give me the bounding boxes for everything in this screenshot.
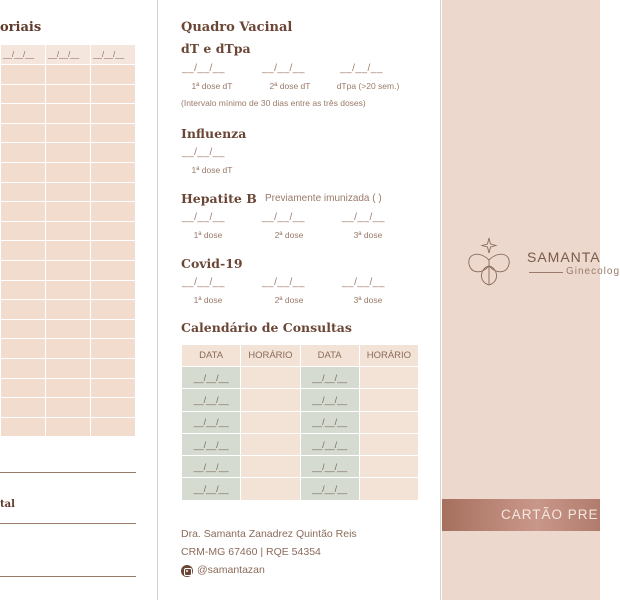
date-blank: __/__/__ xyxy=(182,212,225,223)
date-cell: __/__/__ xyxy=(300,367,359,389)
date-cell: __/__/__ xyxy=(182,411,241,433)
dose-label: 1ª dose dT xyxy=(191,81,233,91)
time-cell xyxy=(241,433,300,455)
left-header-cell: __/__/__ xyxy=(46,45,91,65)
left-record-table xyxy=(0,44,136,437)
date-blank: __/__/__ xyxy=(182,277,225,288)
date-cell: __/__/__ xyxy=(300,411,359,433)
date-cell: __/__/__ xyxy=(300,478,359,500)
doctor-registration: CRM-MG 67460 | RQE 54354 xyxy=(181,546,321,558)
left-write-line xyxy=(0,576,136,577)
left-section-title: oriais xyxy=(0,20,42,35)
date-blank: __/__/__ xyxy=(182,147,225,158)
table-row xyxy=(182,433,419,455)
consultas-title: Calendário de Consultas xyxy=(181,320,352,335)
vaccine-chart-title: Quadro Vacinal xyxy=(181,20,293,35)
time-cell xyxy=(359,411,418,433)
banner-title: CARTÃO PRE xyxy=(501,507,599,522)
date-cell: __/__/__ xyxy=(300,389,359,411)
col-header-time: HORÁRIO xyxy=(359,345,418,367)
time-cell xyxy=(359,433,418,455)
hepatite-title: Hepatite B xyxy=(181,191,257,206)
left-section-label: tal xyxy=(0,499,15,510)
interval-note: (Intervalo mínimo de 30 dias entre as três doses) xyxy=(181,98,366,108)
dose-label: 1ª dose dT xyxy=(191,165,233,175)
dose-label: 2ª dose dT xyxy=(269,81,311,91)
date-blank: __/__/__ xyxy=(342,212,385,223)
date-cell: __/__/__ xyxy=(182,478,241,500)
table-row xyxy=(182,456,419,478)
covid-title: Covid-19 xyxy=(181,256,243,271)
date-blank: __/__/__ xyxy=(342,277,385,288)
time-cell xyxy=(241,478,300,500)
table-row xyxy=(182,478,419,500)
influenza-title: Influenza xyxy=(181,126,247,141)
previously-immunized: Previamente imunizada ( ) xyxy=(265,193,382,204)
time-cell xyxy=(359,389,418,411)
time-cell xyxy=(359,367,418,389)
time-cell xyxy=(241,456,300,478)
left-write-line xyxy=(0,472,136,473)
date-blank: __/__/__ xyxy=(262,277,305,288)
col-header-date: DATA xyxy=(300,345,359,367)
dose-label: 2ª dose xyxy=(274,295,304,305)
left-header-cell: __/__/__ xyxy=(1,45,46,65)
left-write-line xyxy=(0,523,136,524)
time-cell xyxy=(241,367,300,389)
dose-label: 3ª dose xyxy=(353,295,383,305)
table-row xyxy=(182,367,419,389)
dose-label: 1ª dose xyxy=(193,230,223,240)
time-cell xyxy=(359,456,418,478)
brand-name: SAMANTA xyxy=(527,249,601,265)
date-cell: __/__/__ xyxy=(182,433,241,455)
brand-subtitle: Ginecolog xyxy=(566,266,620,277)
date-blank: __/__/__ xyxy=(262,63,305,74)
date-cell: __/__/__ xyxy=(300,456,359,478)
table-row xyxy=(182,411,419,433)
dose-label: 3ª dose xyxy=(353,230,383,240)
brand-divider xyxy=(529,272,563,273)
dose-label: 2ª dose xyxy=(274,230,304,240)
date-cell: __/__/__ xyxy=(300,433,359,455)
date-cell: __/__/__ xyxy=(182,367,241,389)
instagram-icon xyxy=(181,565,193,577)
doctor-name: Dra. Samanta Zanadrez Quintão Reis xyxy=(181,528,357,540)
dt-section-title: dT e dTpa xyxy=(181,41,251,56)
time-cell xyxy=(359,478,418,500)
instagram-handle: @samantazan xyxy=(197,564,265,576)
left-header-cell: __/__/__ xyxy=(91,45,136,65)
consultas-table xyxy=(181,344,419,501)
col-header-time: HORÁRIO xyxy=(241,345,300,367)
date-blank: __/__/__ xyxy=(262,212,305,223)
dose-label: 1ª dose xyxy=(193,295,223,305)
brand-logo-icon xyxy=(464,230,514,290)
col-header-date: DATA xyxy=(182,345,241,367)
time-cell xyxy=(241,411,300,433)
date-blank: __/__/__ xyxy=(340,63,383,74)
date-blank: __/__/__ xyxy=(182,63,225,74)
table-row xyxy=(182,389,419,411)
dose-label: dTpa (>20 sem.) xyxy=(336,81,400,91)
date-cell: __/__/__ xyxy=(182,456,241,478)
date-cell: __/__/__ xyxy=(182,389,241,411)
time-cell xyxy=(241,389,300,411)
